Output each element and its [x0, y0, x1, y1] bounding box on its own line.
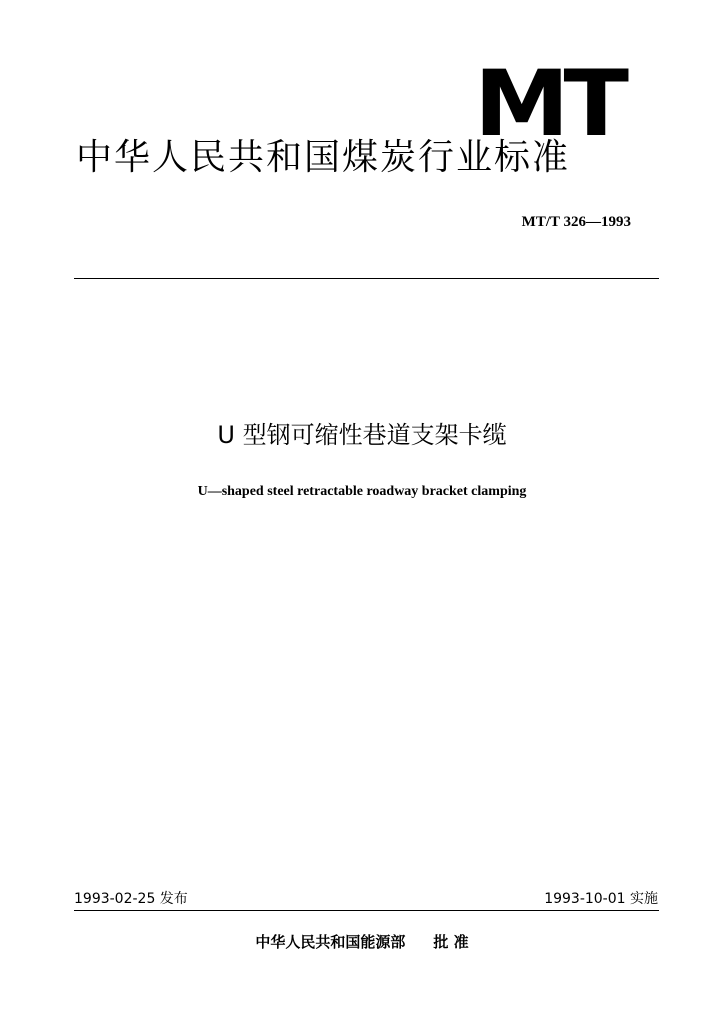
document-title-chinese: U 型钢可缩性巷道支架卡缆	[217, 421, 507, 449]
header-divider	[74, 278, 659, 279]
standard-number: MT/T 326—1993	[521, 214, 631, 230]
agency-title: 中华人民共和国煤炭行业标准	[76, 137, 571, 178]
approval-authority: 中华人民共和国能源部	[255, 933, 406, 951]
implementation-date: 1993-10-01 实施	[544, 891, 658, 907]
mt-logo: MT	[474, 50, 624, 157]
approval-line	[0, 935, 724, 950]
footer-divider	[74, 910, 659, 911]
approval-action: 批 准	[433, 933, 469, 951]
issue-date: 1993-02-25 发布	[74, 891, 188, 907]
document-title-english: U—shaped steel retractable roadway bracket clamping	[197, 484, 527, 499]
